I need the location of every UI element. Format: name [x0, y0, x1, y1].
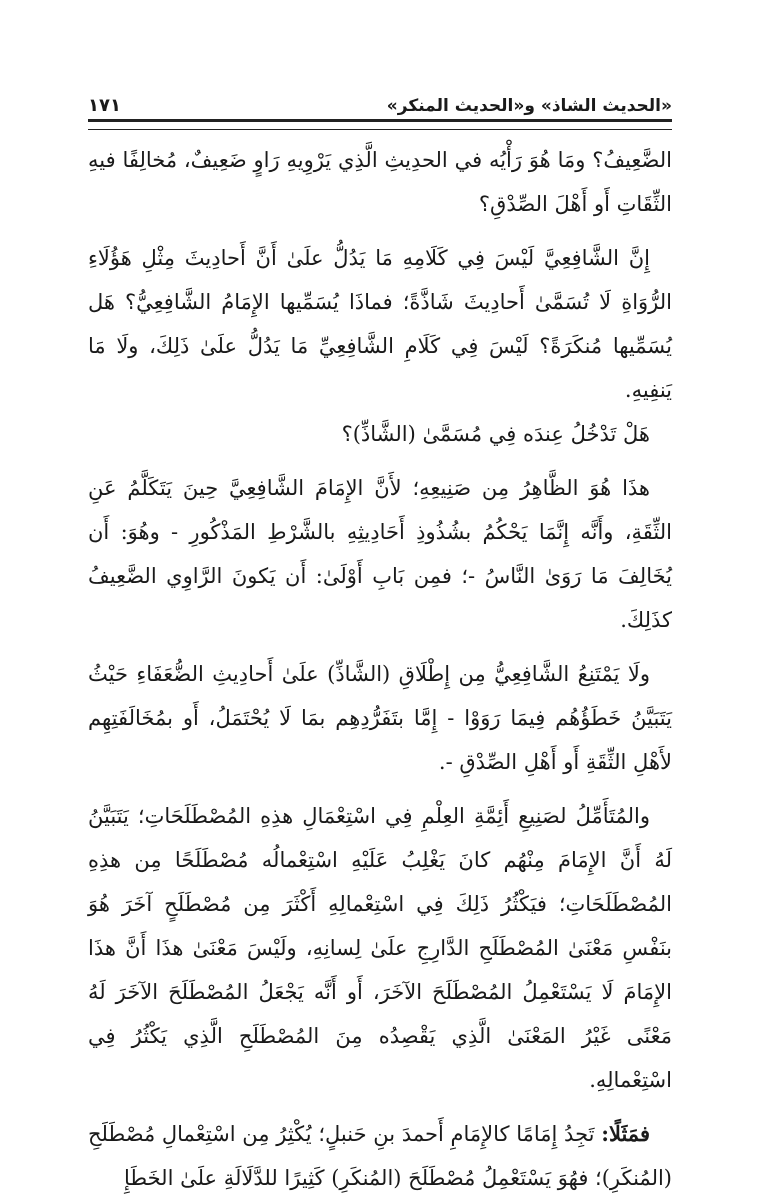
header-double-rule — [88, 119, 672, 130]
paragraph-5: ولَا يَمْتَنِعُ الشَّافِعِيُّ مِن إِطْلَاقِ (الشَّاذِّ) علَىٰ أَحادِيثِ الضُّعَفَاءِ حَيْثُ يَتَبَيَّنُ خَطَؤُهُم فِيمَا رَوَوْا - إِمَّا بتَفَرُّدِهِم بمَا لَا يُحْتَمَلُ، أَو بمُخَالَفَتِهِم لأَهْلِ الثِّقَةِ أَو أَهْلِ الصِّدْقِ -. — [88, 662, 672, 774]
page-header — [88, 86, 672, 116]
example-lead: فمَثَلًا: — [601, 1121, 650, 1146]
running-title: «الحديث الشاذ» و«الحديث المنكر» — [386, 96, 672, 116]
page-number: ١٧١ — [88, 95, 121, 116]
paragraph-6: والمُتَأَمِّلُ لصَنِيعِ أَئِمَّةِ العِلْمِ فِي اسْتِعْمَالِ هذِهِ المُصْطَلَحَاتِ؛ يَتَبَيَّنُ لَهُ أَنَّ الإِمَامَ مِنْهُم كانَ يَغْلِبُ عَلَيْهِ اسْتِعْمالُه مُصْطَلَحًا مِن هذِهِ المُصْطَلَحَاتِ؛ فيَكْثُرُ ذَلِكَ فِي اسْتِعْمالِهِ أَكْثَرَ مِن مُصْطَلَحٍ آخَرَ هُوَ بنَفْسِ مَعْنَىٰ المُصْطَلَحِ الدَّارِجِ علَىٰ لِسانِهِ، ولَيْسَ مَعْنَىٰ هذَا أَنَّ هذَا الإِمَامَ لَا يَسْتَعْمِلُ المُصْطَلَحَ الآخَرَ، أَو أَنَّه يَجْعَلُ المُصْطَلَحَ الآخَرَ لَهُ مَعْنًى غَيْرُ المَعْنَىٰ الَّذِي يَقْصِدُه مِنَ المُصْطَلَحِ الَّذِي يَكْثُرُ فِي اسْتِعْمالِهِ. — [88, 804, 672, 1092]
body-text — [88, 138, 672, 1200]
paragraph-4: هذَا هُوَ الظَّاهِرُ مِن صَنِيعِهِ؛ لأَنَّ الإِمَامَ الشَّافِعِيَّ حِينَ يَتَكَلَّمُ عَنِ الثِّقَةِ، وأَنَّه إِنَّمَا يَحْكُمُ بشُذُوذِ أَحَادِيثِهِ بالشَّرْطِ المَذْكُورِ - وهُوَ: أَن يُخَالِفَ مَا رَوَىٰ النَّاسُ -؛ فمِن بَابِ أَوْلَىٰ: أَن يَكونَ الرَّاوِي الضَّعِيفُ كذَلِكَ. — [88, 476, 672, 632]
paragraph-gap — [88, 642, 672, 652]
paragraph-1: الضَّعِيفُ؟ ومَا هُوَ رَأْيُه في الحدِيثِ الَّذِي يَرْوِيهِ رَاوٍ ضَعِيفٌ، مُخالِفًا فيهِ الثِّقَاتِ أَو أَهْلَ الصِّدْقِ؟ — [88, 148, 672, 216]
paragraph-3: هَلْ تَدْخُلُ عِندَه فِي مُسَمَّىٰ (الشَّاذِّ)؟ — [341, 422, 650, 446]
paragraph-gap — [88, 784, 672, 794]
paragraph-7 — [88, 1112, 672, 1200]
paragraph-gap — [88, 1102, 672, 1112]
paragraph-gap — [88, 456, 672, 466]
paragraph-2: إِنَّ الشَّافِعِيَّ لَيْسَ فِي كَلَامِهِ مَا يَدُلُّ علَىٰ أَنَّ أَحادِيثَ مِثْلِ هَؤُلَاءِ الرُّوَاةِ لَا تُسَمَّىٰ أَحادِيثَ شَاذَّةً؛ فماذَا يُسَمِّيها الإِمَامُ الشَّافِعِيُّ؟ هَل يُسَمِّيها مُنكَرَةً؟ لَيْسَ فِي كَلَامِ الشَّافِعِيِّ مَا يَدُلُّ علَىٰ ذَلِكَ، ولَا مَا يَنفِيهِ. — [88, 246, 672, 402]
paragraph-gap — [88, 226, 672, 236]
example-text: تَجِدُ إِمَامًا كالإِمَامِ أَحمدَ بنِ حَنبلٍ؛ يُكْثِرُ مِن اسْتِعْمالِ مُصْطَلَحِ (المُنكَرِ)؛ فهُوَ يَسْتَعْمِلُ مُصْطَلَحَ (المُنكَرِ) كَثِيرًا للدَّلَالَةِ علَىٰ الخَطَإِ — [88, 1122, 672, 1190]
